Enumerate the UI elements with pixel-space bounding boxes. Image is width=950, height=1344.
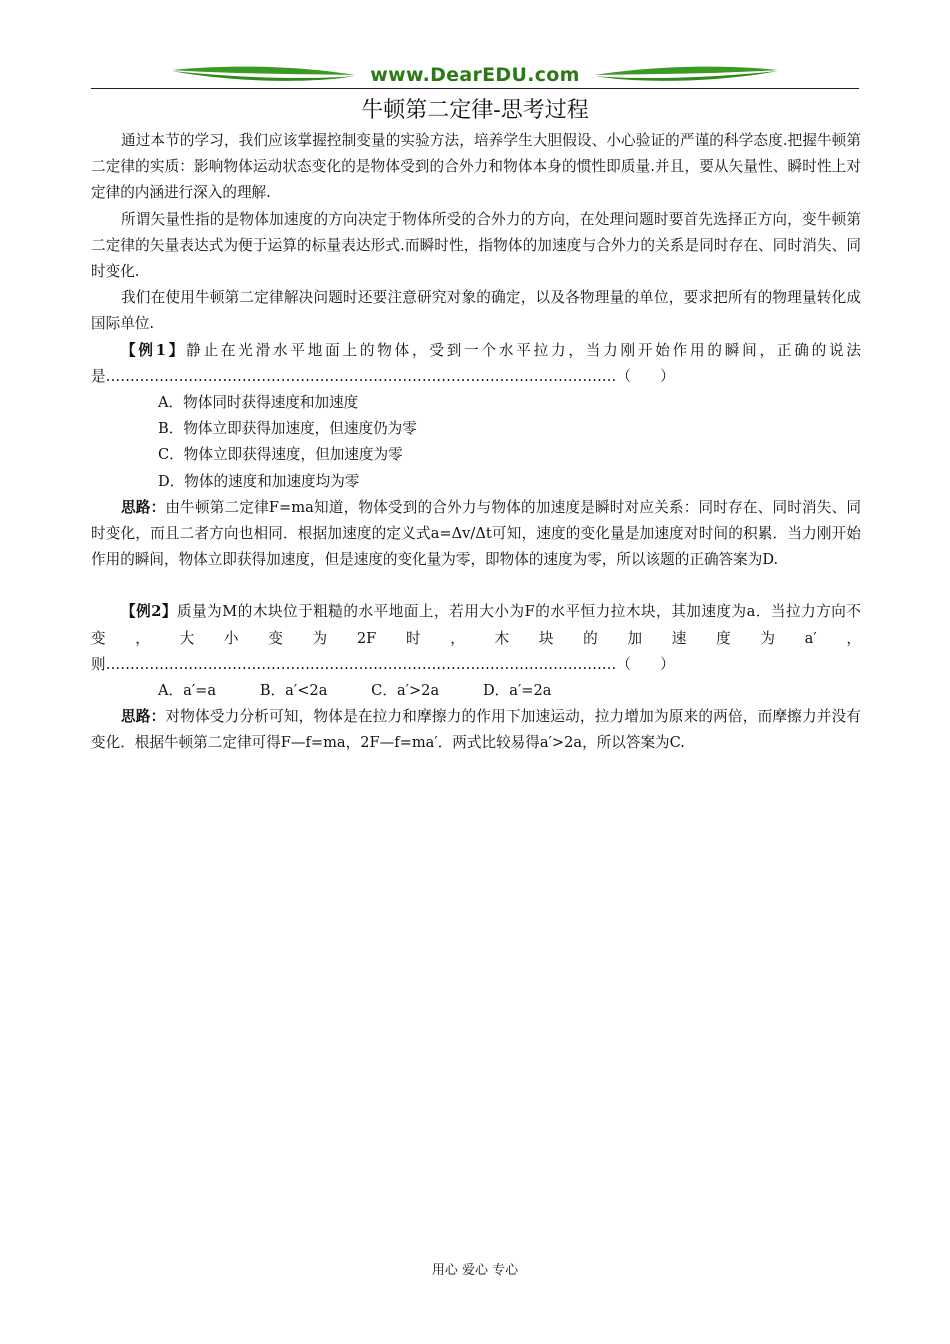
header-rule [91, 88, 859, 89]
example1-analysis-text: 由牛顿第二定律F=ma知道，物体受到的合外力与物体的加速度是瞬时对应关系：同时存在、同时消失、同时变化，而且二者方向也相同．根据加速度的定义式a=Δv/Δt可知，速度的变化量是加速度对时间的积累．当力刚开始作用的瞬间，物体立即获得加速度，但是速度的变化量为零，即物体的速度为零，所以该题的正确答案为D. [91, 498, 861, 569]
example1-option-b: B．物体立即获得加速度，但速度仍为零 [158, 420, 417, 438]
example2-question-text: 质量为M的木块位于粗糙的水平地面上，若用大小为F的水平恒力拉木块，其加速度为a．当拉力方向不变，大小变为2F时，木块的加速度为a′，则……………………………………………………………………………………………（ ） [91, 603, 862, 673]
example2-analysis [91, 704, 861, 756]
intro-paragraph-2: 所谓矢量性指的是物体加速度的方向决定于物体所受的合外力的方向，在处理问题时要首先选择正方向，变牛顿第二定律的矢量表达式为便于运算的标量表达形式.而瞬时性，指物体的加速度与合外力的关系是同时存在、同时消失、同时变化. [91, 210, 861, 281]
example2-analysis-label: 思路： [121, 708, 166, 726]
example2-question [91, 599, 861, 678]
example1-question [91, 338, 861, 390]
example1-analysis-label: 思路： [121, 498, 166, 516]
spacer [91, 573, 861, 599]
example1-option-a: A．物体同时获得速度和加速度 [158, 394, 359, 412]
document-body [91, 128, 861, 757]
intro-paragraph-3: 我们在使用牛顿第二定律解决问题时还要注意研究对象的确定，以及各物理量的单位，要求把所有的物理量转化成国际单位. [91, 289, 861, 333]
page-title: 牛顿第二定律-思考过程 [361, 98, 589, 123]
example2-analysis-text: 对物体受力分析可知，物体是在拉力和摩擦力的作用下加速运动，拉力增加为原来的两倍，而摩擦力并没有变化．根据牛顿第二定律可得F—f=ma，2F—f=ma′．两式比较易得a′>2a，所以答案为C. [91, 708, 861, 752]
site-logo [170, 62, 780, 88]
example1-question-text: 静止在光滑水平地面上的物体，受到一个水平拉力，当力刚开始作用的瞬间，正确的说法是……………………………………………………………………………………………（ ） [91, 341, 861, 385]
example1-option-c: C．物体立即获得速度，但加速度为零 [158, 446, 403, 464]
page-footer: 用心 爱心 专心 [431, 1263, 519, 1278]
example1-option-d: D．物体的速度和加速度均为零 [158, 472, 360, 490]
example1-analysis [91, 495, 861, 574]
example2-label: 【例2】 [121, 603, 177, 621]
intro-paragraph-1: 通过本节的学习，我们应该掌握控制变量的实验方法，培养学生大胆假设、小心验证的严谨的科学态度.把握牛顿第二定律的实质：影响物体运动状态变化的是物体受到的合外力和物体本身的惯性即质量.并且，要从矢量性、瞬时性上对定律的内涵进行深入的理解. [91, 132, 861, 202]
example1-label: 【例1】 [121, 341, 187, 359]
example2-options: A．a′=a B．a′<2a C．a′>2a D．a′=2a [158, 682, 552, 700]
logo-text: www.DearEDU.com [370, 64, 580, 86]
